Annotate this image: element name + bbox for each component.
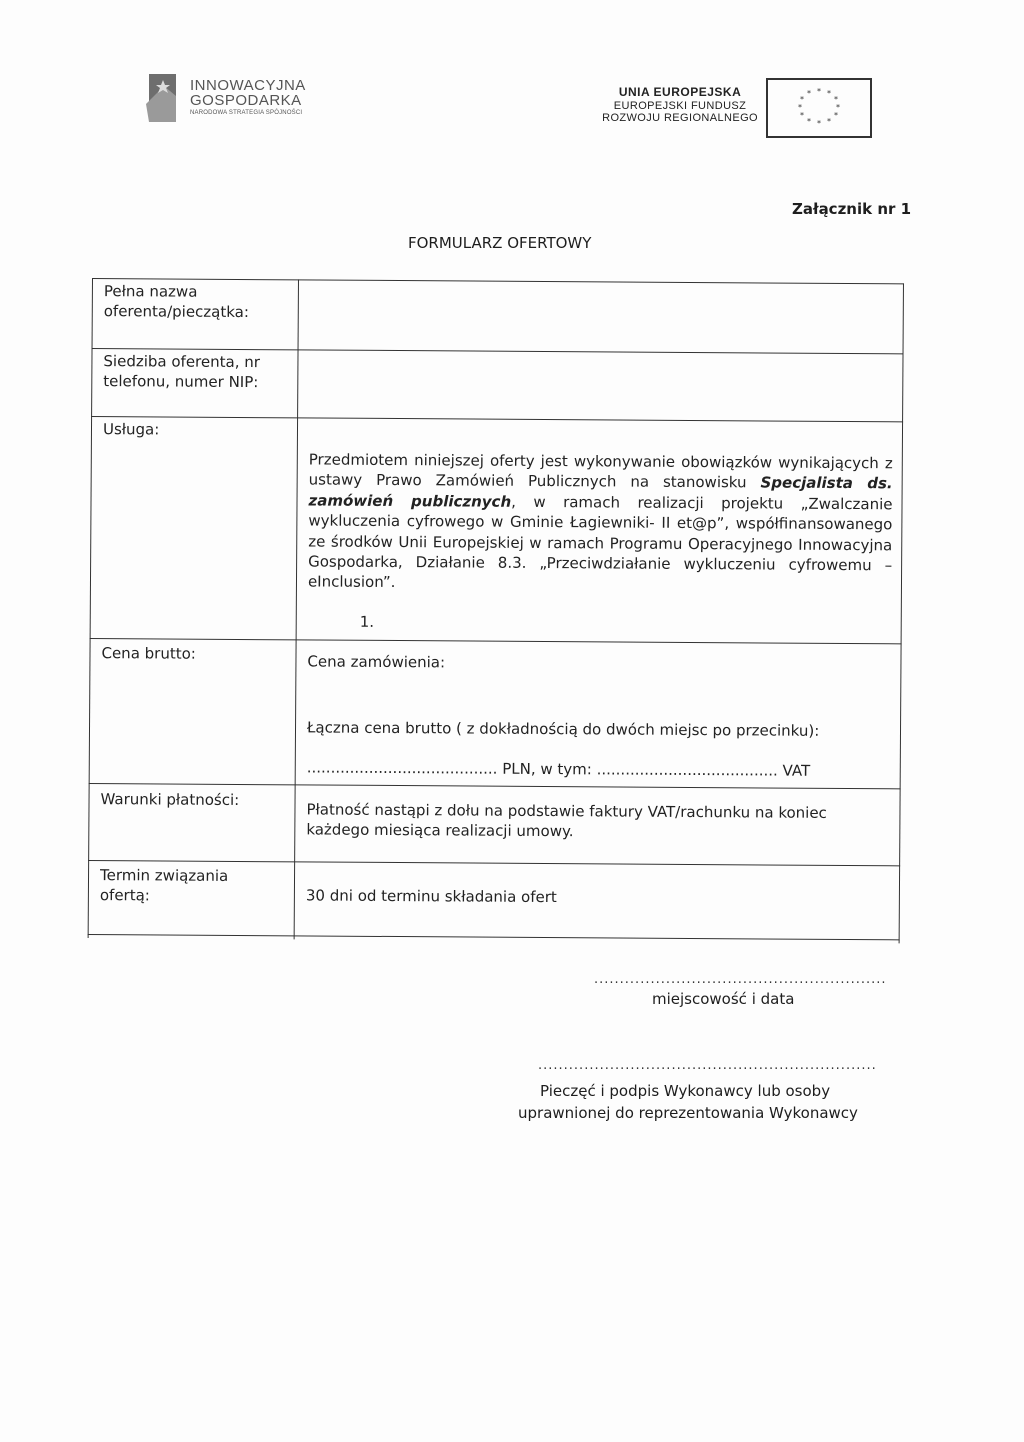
- logo-right-line2: EUROPEJSKI FUNDUSZ: [613, 99, 747, 112]
- svg-text:*: *: [834, 111, 838, 120]
- column-divider: [294, 279, 299, 939]
- offer-form-table: [88, 278, 904, 943]
- attachment-number: Załącznik nr 1: [792, 200, 912, 218]
- signature-label-line2: uprawnionej do reprezentowania Wykonawcy: [518, 1104, 858, 1122]
- payment-terms-label: Warunki płatności:: [100, 790, 240, 809]
- gross-price-label: Cena brutto:: [101, 644, 196, 663]
- total-gross-price-label: Łączna cena brutto ( z dokładnością do dwóch miejsc po przecinku):: [306, 718, 820, 740]
- service-text-after: , w ramach realizacji projektu „Zwalczanie wykluczenia cyfrowego w Gminie Łagiewniki- II et@p”, współfinansowanego ze środków Unii Europejskiej w ramach Programu Operacyjnego Innowacyjna Gospodarka, Działanie 8.3. „Przeciwdziałanie wykluczeniu cyfrowemu – eInclusion”.: [307, 492, 893, 592]
- row-divider: [90, 638, 902, 644]
- order-price-label: Cena zamówienia:: [307, 652, 446, 672]
- row-divider: [89, 783, 901, 789]
- offeror-name-label: Pełna nazwa oferenta/pieczątka:: [103, 282, 250, 321]
- svg-text:*: *: [834, 95, 838, 104]
- logo-left-line3: NARODOWA STRATEGIA SPÓJNOŚCI: [190, 110, 303, 116]
- offeror-address-field[interactable]: [309, 355, 893, 415]
- svg-text:*: *: [836, 103, 840, 112]
- list-marker: 1.: [359, 612, 375, 631]
- svg-text:*: *: [827, 89, 831, 98]
- signature-line[interactable]: ..................................................................: [538, 1058, 877, 1073]
- offer-validity-label: Termin związania ofertą:: [99, 866, 229, 905]
- svg-text:*: *: [800, 111, 804, 120]
- signature-label-line1: Pieczęć i podpis Wykonawcy lub osoby: [540, 1082, 831, 1100]
- offeror-address-label: Siedziba oferenta, nr telefonu, numer NIP:: [103, 352, 261, 392]
- svg-text:*: *: [817, 119, 821, 128]
- svg-text:*: *: [798, 103, 802, 112]
- price-fill-line[interactable]: ........................................ PLN, w tym: ...................................... VAT: [306, 758, 811, 780]
- page-title: FORMULARZ OFERTOWY: [408, 234, 592, 252]
- payment-terms-text: Płatność nastąpi z dołu na podstawie faktury VAT/rachunku na koniec każdego miesiąca realizacji umowy.: [306, 800, 827, 841]
- svg-text:*: *: [817, 87, 821, 96]
- svg-text:*: *: [827, 117, 831, 126]
- eu-fund-logo: [566, 78, 878, 142]
- place-date-label: miejscowość i data: [652, 990, 795, 1008]
- eu-flag-icon: [766, 78, 872, 138]
- logo-left-line1: INNOWACYJNA: [190, 77, 306, 94]
- table-border-bottom: [88, 934, 900, 940]
- place-date-line[interactable]: .........................................................: [594, 972, 887, 987]
- svg-text:*: *: [800, 95, 804, 104]
- table-border-left: [88, 278, 93, 938]
- offeror-name-field[interactable]: [310, 287, 894, 347]
- svg-text:*: *: [807, 89, 811, 98]
- innowacyjna-gospodarka-logo: [146, 74, 346, 124]
- logo-right-line3: ROZWOJU REGIONALNEGO: [602, 112, 758, 125]
- row-divider: [88, 860, 900, 866]
- logo-right-line1: UNIA EUROPEJSKA: [618, 85, 742, 99]
- svg-text:*: *: [807, 117, 811, 126]
- service-text-before: Przedmiotem niniejszej oferty jest wykonywanie obowiązków wynikających z ustawy Prawo Zamówień Publicznych na stanowisku: [308, 450, 893, 492]
- table-border-right: [899, 283, 904, 943]
- innowacyjna-gospodarka-mark-icon: [146, 74, 176, 122]
- offer-validity-text: 30 dni od terminu składania ofert: [305, 886, 557, 907]
- service-position-name: Specjalista ds. zamówień publicznych: [308, 473, 893, 511]
- row-divider: [91, 416, 903, 422]
- logo-left-line2: GOSPODARKA: [190, 92, 302, 109]
- service-label: Usługa:: [102, 420, 160, 439]
- service-description: [308, 449, 893, 596]
